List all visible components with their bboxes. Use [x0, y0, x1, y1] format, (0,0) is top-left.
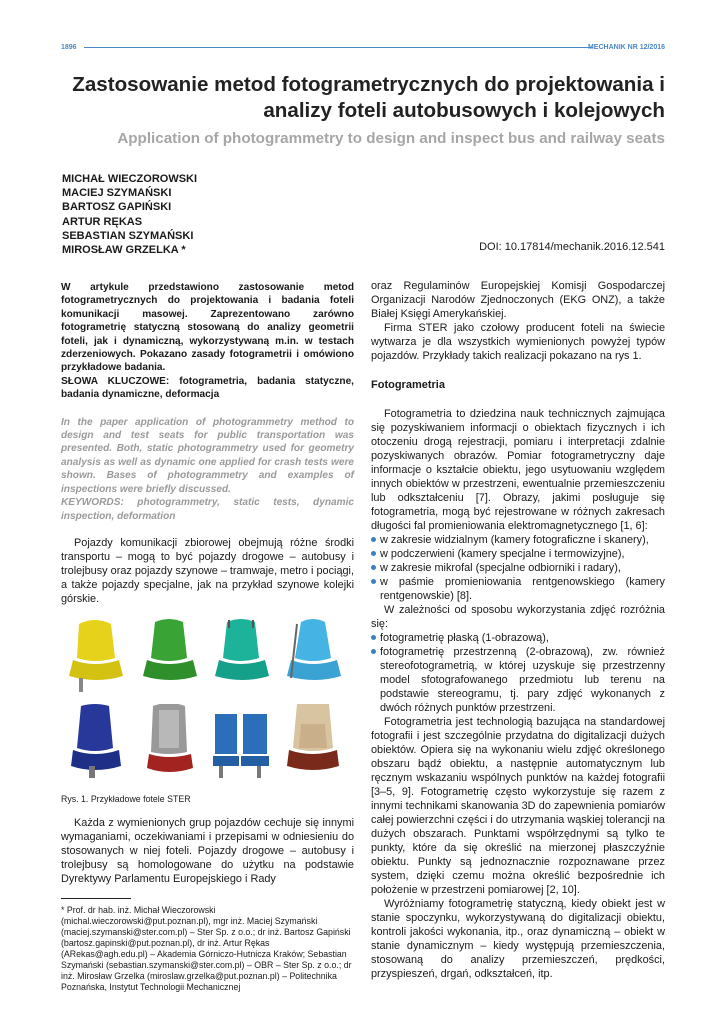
figure-caption: Rys. 1. Przykładowe fotele STER [61, 793, 191, 804]
figure-seats [61, 618, 354, 786]
seat-image-red-grey [137, 704, 201, 780]
list-item: fotogrametrię płaską (1-obrazową), [371, 631, 665, 645]
list-item: fotogrametrię przestrzenną (2-obrazową), zw. również stereofotogrametrią, w której uzyskuje się przestrzenny model sfotografowanego przedmiotu lub terenu na podstawie stereogramu, tj. pary zdjęć wykonanych z dwóch różnych punktów przestrzeni. [371, 645, 665, 715]
author-list [62, 172, 197, 257]
bullet-icon [371, 579, 376, 584]
list-item: w paśmie promieniowania rentgenowskiego (kamery rentgenowskie) [8]. [371, 575, 665, 603]
paragraph: Fotogrametria jest technologią bazująca na standardowej fotografii i jest szczególnie przydatna do digitalizacji dużych obiektów. Opiera się na wykonaniu wielu zdjęć określonego obszaru bądź obiektu, a następnie automatycznym lub ręcznym wskazaniu wspólnych punktów na każdej fotografii [3–5, 9]. Fotogrametrię często wykorzystuje się razem z innymi technikami skanowania 3D do zapewnienia pomiarów całej powierzchni części i do utrzymania wąskiej tolerancji na dużych obszarach. Punktami współrzędnymi są tylko te punkty, które da się określić na mierzonej płaszczyźnie obiektu. Punkty są jednoznacznie rozpoznawane przez system, dzięki czemu można określić bezpośrednie ich położenie w przestrzeni pomiarowej [2, 10]. [371, 716, 665, 896]
section-heading: Fotogrametria [371, 379, 445, 391]
abstract-english [61, 416, 354, 523]
bullet-icon [371, 537, 376, 542]
paragraph: Każda z wymienionych grup pojazdów cechuje się innymi wymaganiami, oczekiwaniami i przepisami w odniesieniu do stosowanych w niej foteli. Pojazdy drogowe – autobusy i trolejbusy są homologowane do użytku na podstawie Dyrektywy Parlamentu Europejskiego i Rady [61, 816, 354, 885]
bullet-icon [371, 649, 376, 654]
bullet-list-types [371, 631, 665, 715]
list-item: w zakresie mikrofal (specjalne odbiorniki i radary), [371, 561, 665, 575]
paragraph: Wyróżniamy fotogrametrię statyczną, kiedy obiekt jest w stanie spoczynku, wykorzystywaną do digitalizacji obiektu, kontroli jakości wykonania, itp., oraz dynamiczną – obiekt w stanie dynamicznym – kiedy występują przemieszczenia, stosowaną do analizy przemieszczeń, prędkości, przyspieszeń, drgań, odkształceń, itp. [371, 898, 665, 980]
list-item: w podczerwieni (kamery specjalne i termowizyjne), [371, 547, 665, 561]
page-number: 1896 [61, 44, 77, 51]
header-rule [84, 47, 593, 48]
bullet-icon [371, 635, 376, 640]
doi: DOI: 10.17814/mechanik.2016.12.541 [479, 241, 665, 253]
bullet-icon [371, 551, 376, 556]
keywords-english: KEYWORDS: photogrammetry, static tests, dynamic inspection, deformation [61, 497, 354, 522]
seat-image-blue-double [209, 704, 273, 780]
article-title: Zastosowanie metod fotogrametrycznych do projektowania i analizy foteli autobusowych i kolejowych [72, 73, 665, 122]
abstract-polish [61, 281, 354, 402]
author: ARTUR RĘKAS [62, 215, 143, 228]
bullet-icon [371, 565, 376, 570]
seat-image-light-blue [281, 618, 345, 694]
paragraph: Pojazdy komunikacji zbiorowej obejmują różne środki transportu – mogą to być pojazdy drogowe – autobusy i trolejbusy oraz pojazdy szynowe – tramwaje, metro i pociągi, a także pojazdy specjalne, jak na przykład szynowe kolejki górskie. [61, 536, 354, 605]
author: MICHAŁ WIECZOROWSKI [62, 173, 198, 185]
paragraph: Firma STER jako czołowy producent foteli na świecie wytwarza je dla wszystkich wymienionych powyżej typów pojazdów. Przykłady takich realizacji pokazano na rys 1. [371, 322, 665, 362]
bullet-list-spectral [371, 533, 665, 603]
abstract-polish-text: W artykule przedstawiono zastosowanie metod fotogrametrycznych do projektowania i badania foteli komunikacji masowej. Zaprezentowano zarówno fotogrametrię statyczną stosowaną do analizy geometrii foteli, jak i dynamiczną, wykorzystywaną m.in. w testach zderzeniowych. Pokazano zasady fotogrametrii i omówiono przykładowe badania. [61, 282, 354, 374]
abstract-english-text: In the paper application of photogrammetry method to design and test seats for public transportation was presented. Both, static photogrammetry used for geometry analysis as well as dynamic one applied for crash tests were shown. Bases of photogrammetry and examples of inspections were briefly discussed. [61, 416, 354, 495]
author: MIROSŁAW GRZELKA * [62, 244, 186, 257]
list-item: w zakresie widzialnym (kamery fotograficzne i skanery), [371, 533, 665, 547]
paragraph: oraz Regulaminów Europejskiej Komisji Gospodarczej Organizacji Narodów Zjednoczonych (EKG ONZ), a także Białej Księgi Amerykańskiej. [371, 280, 665, 320]
journal-header: MECHANIK NR 12/2016 [587, 44, 665, 51]
keywords-polish: SŁOWA KLUCZOWE: fotogrametria, badania statyczne, badania dynamiczne, deformacja [61, 375, 354, 401]
author: BARTOSZ GAPIŃSKI [62, 201, 172, 214]
seat-image-yellow [63, 618, 127, 694]
paragraph: W zależności od sposobu wykorzystania zdjęć rozróżnia się: [371, 604, 665, 630]
author: SEBASTIAN SZYMAŃSKI [62, 229, 194, 242]
article-subtitle: Application of photogrammetry to design and inspect bus and railway seats [117, 130, 665, 147]
seat-image-green [137, 618, 201, 694]
paragraph: Fotogrametria to dziedzina nauk technicznych zajmująca się pozyskiwaniem informacji o obiektach fizycznych i ich otoczeniu drogą rejestracji, pomiaru i interpretacji zdalnie pozyskiwanych obrazów. Pomiar fotogrametryczny daje informacje o kształcie obiektu, jego usytuowaniu względem innych obiektów w przestrzeni, ewentualnie przemieszczeniu lub odkształceniu [7]. Obrazy, jakimi posługuje się fotogrametria, mogą być rejestrowane w różnych zakresach długości fal promieniowania elektromagnetycznego [1, 6]: [371, 408, 665, 532]
footnote: * Prof. dr hab. inż. Michał Wieczorowski (michal.wieczorowski@put.poznan.pl), mgr inż. Maciej Szymański (maciej.szymanski@ster.com.pl) – Ster Sp. z o.o.; dr inż. Bartosz Gapiński (bartosz.gapinski@put.poznan.pl), dr inż. Artur Rękas (ARekas@agh.edu.pl) – Akademia Górniczo-Hutnicza Kraków; Sebastian Szymański (sebastian.szymanski@ster.com.pl) – OBR – Ster Sp. z o.o.; dr inż. Mirosław Grzelka (miroslaw.grzelka@put.poznan.pl) – Politechnika Poznańska, Instytut Technologii Mechanicznej [61, 904, 352, 992]
seat-image-beige-coach [281, 704, 345, 780]
right-column [371, 279, 665, 981]
left-column [61, 281, 354, 993]
seat-image-teal [209, 618, 273, 694]
author: MACIEJ SZYMAŃSKI [62, 187, 172, 200]
seat-image-blue-pattern [63, 704, 127, 780]
footnote-rule [61, 898, 131, 899]
